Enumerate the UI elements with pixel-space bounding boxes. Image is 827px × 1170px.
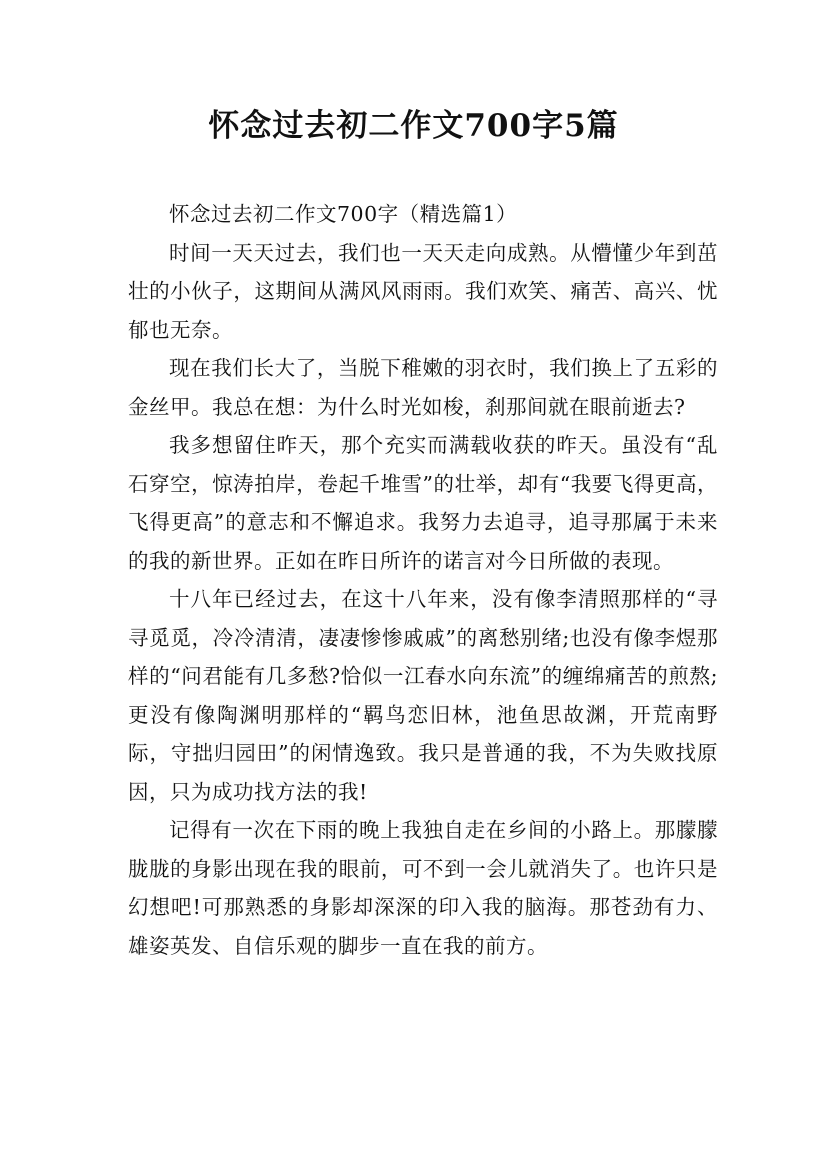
paragraph: 时间一天天过去，我们也一天天走向成熟。从懵懂少年到茁壮的小伙子，这期间从满风风雨雨。我们欢笑、痛苦、高兴、忧郁也无奈。 (128, 240, 718, 342)
section-heading: 怀念过去初二作文700字（精选篇1） (169, 202, 518, 226)
document-body (128, 195, 718, 965)
paragraph: 记得有一次在下雨的晚上我独自走在乡间的小路上。那朦朦胧胧的身影出现在我的眼前，可不到一会儿就消失了。也许只是幻想吧!可那熟悉的身影却深深的印入我的脑海。那苍劲有力、雄姿英发、自信乐观的脚步一直在我的前方。 (128, 818, 718, 958)
paragraph: 十八年已经过去，在这十八年来，没有像李清照那样的“寻寻觅觅，冷冷清清，凄凄惨惨戚戚”的离愁别绪;也没有像李煜那样的“问君能有几多愁?恰似一江春水向东流”的缠绵痛苦的煎熬;更没有像陶渊明那样的“羁鸟恋旧林，池鱼思故渊，开荒南野际，守拙归园田”的闲情逸致。我只是普通的我，不为失败找原因，只为成功找方法的我! (128, 587, 718, 804)
paragraph: 现在我们长大了，当脱下稚嫩的羽衣时，我们换上了五彩的金丝甲。我总在想：为什么时光如梭，刹那间就在眼前逝去? (128, 356, 718, 419)
document-title: 怀念过去初二作文700字5篇 (208, 108, 619, 144)
paragraph: 我多想留住昨天，那个充实而满载收获的昨天。虽没有“乱石穿空，惊涛拍岸，卷起千堆雪”的壮举，却有“我要飞得更高，飞得更高”的意志和不懈追求。我努力去追寻，追寻那属于未来的我的新世界。正如在昨日所许的诺言对今日所做的表现。 (128, 433, 718, 573)
